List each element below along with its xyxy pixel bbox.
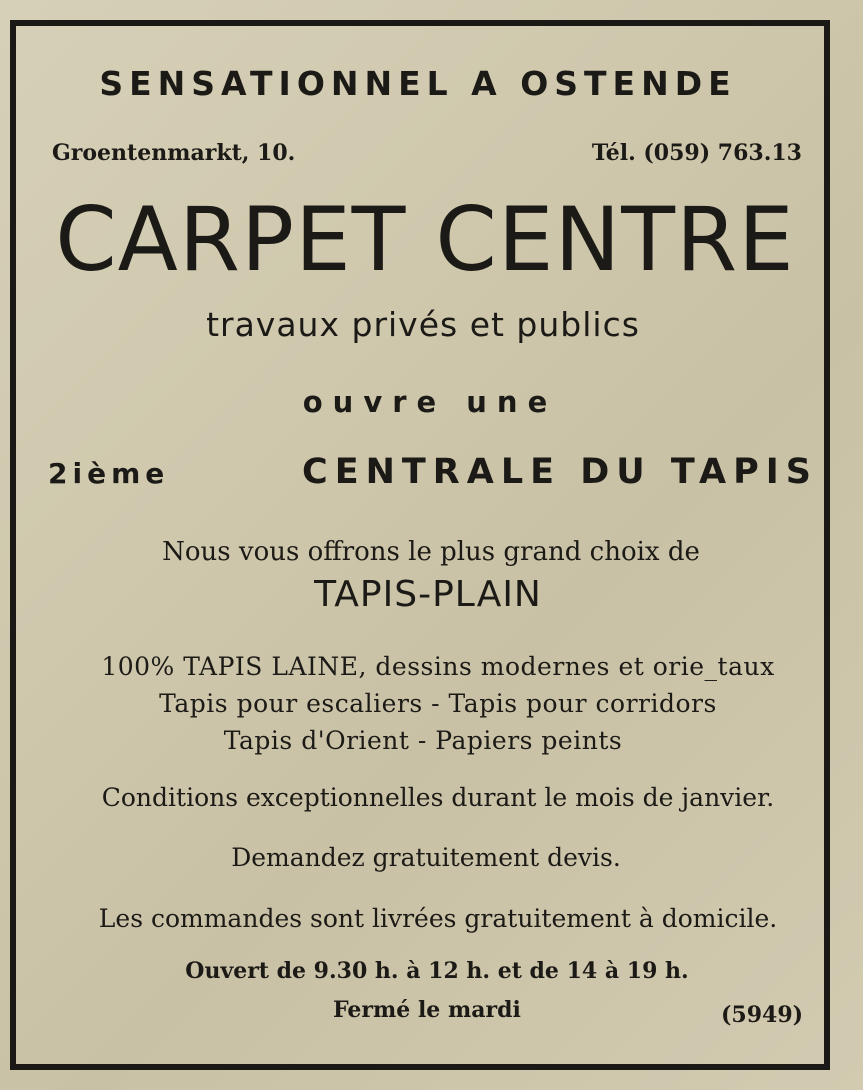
centrale-title: CENTRALE DU TAPIS: [302, 452, 818, 492]
quote-text: Demandez gratuitement devis.: [231, 843, 621, 872]
street-address: Groentenmarkt, 10.: [52, 140, 296, 166]
delivery-text: Les commandes sont livrées gratuitement à domicile.: [98, 904, 778, 933]
contact-row: [52, 140, 802, 166]
closed-day: Fermé le mardi: [333, 997, 521, 1023]
brand-name: CARPET CENTRE: [55, 188, 795, 291]
conditions-text: Conditions exceptionnelles durant le mois de janvier.: [101, 783, 775, 812]
list-item: Tapis d'Orient - Papiers peints: [223, 726, 623, 755]
tagline: travaux privés et publics: [206, 305, 640, 344]
opening-hours: Ouvert de 9.30 h. à 12 h. et de 14 à 19 h.: [185, 958, 689, 984]
list-item: Tapis pour escaliers - Tapis pour corridors: [159, 689, 717, 718]
centrale-prefix: 2ième: [48, 457, 170, 490]
phone-number: Tél. (059) 763.13: [591, 140, 802, 166]
headline: SENSATIONNEL A OSTENDE: [99, 64, 737, 103]
offer-text: Nous vous offrons le plus grand choix de: [162, 537, 700, 567]
opens-text: ouvre une: [302, 385, 558, 419]
ad-reference: (5949): [721, 1002, 804, 1028]
centrale-heading: [48, 452, 818, 492]
product-title: TAPIS-PLAIN: [314, 574, 542, 615]
list-item: 100% TAPIS LAINE, dessins modernes et orie_taux: [101, 652, 775, 681]
